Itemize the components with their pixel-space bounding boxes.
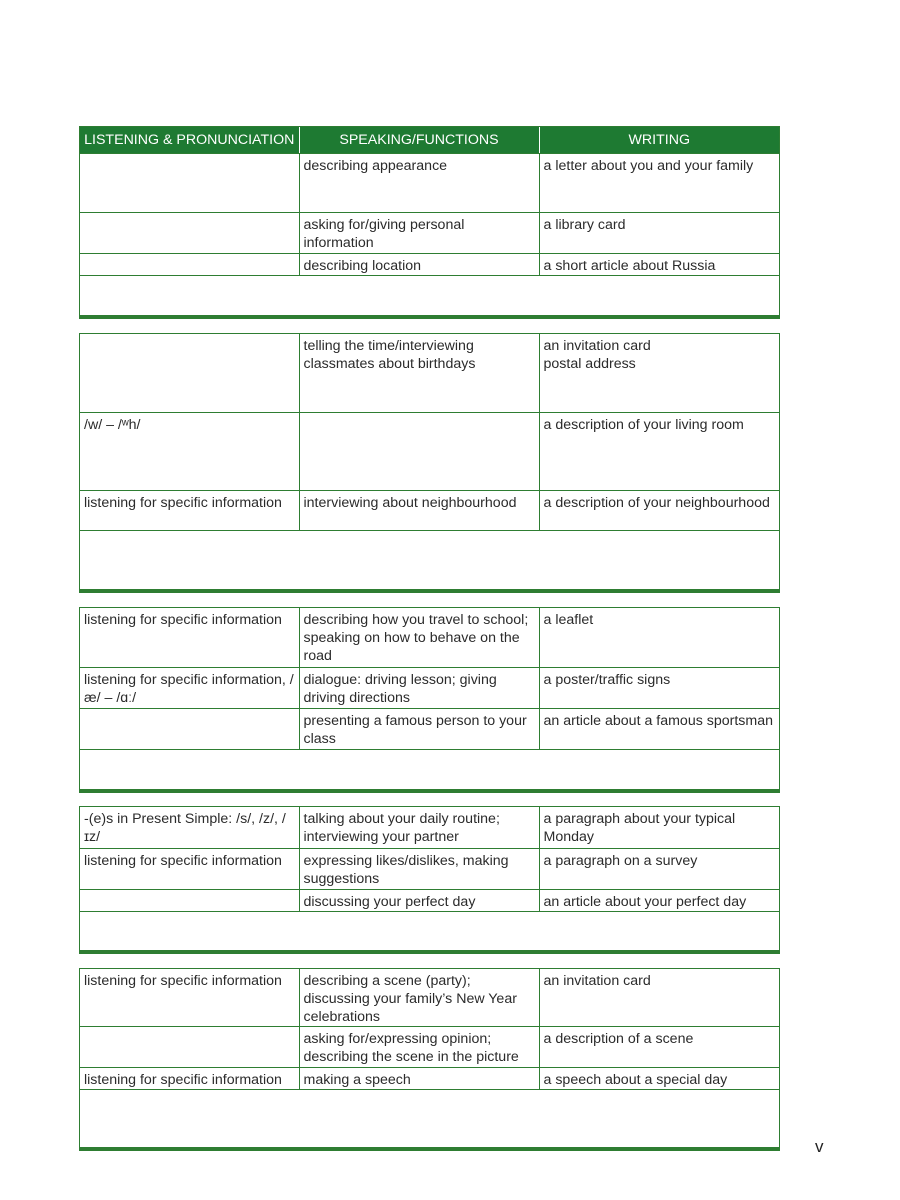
writing-cell: a paragraph about your typical Monday — [539, 807, 779, 848]
module-summary-row — [80, 276, 779, 316]
listening-cell — [80, 708, 299, 749]
listening-cell — [80, 213, 299, 254]
writing-cell: a short article about Russia — [539, 254, 779, 276]
speaking-cell: describing how you travel to school; speaking on how to behave on the road — [299, 608, 539, 667]
listening-cell: listening for specific information, /æ/ – /ɑː/ — [80, 667, 299, 708]
speaking-cell: presenting a famous person to your class — [299, 708, 539, 749]
listening-cell: listening for specific information — [80, 490, 299, 530]
speaking-cell: describing a scene (party); discussing your family’s New Year celebrations — [299, 969, 539, 1027]
module-summary-cell — [80, 911, 779, 950]
speaking-cell: describing location — [299, 254, 539, 276]
speaking-cell: interviewing about neighbourhood — [299, 490, 539, 530]
writing-cell: a letter about you and your family — [539, 154, 779, 213]
table-row — [80, 490, 779, 530]
module-summary-cell — [80, 749, 779, 789]
page-number: v — [815, 1137, 824, 1156]
speaking-cell: expressing likes/dislikes, making suggestions — [299, 848, 539, 889]
module-summary-row — [80, 749, 779, 789]
unit-table-3 — [79, 607, 780, 793]
writing-cell: a description of a scene — [539, 1027, 779, 1068]
table-row — [80, 667, 779, 708]
listening-cell: listening for specific information — [80, 969, 299, 1027]
table-row — [80, 1068, 779, 1090]
unit-table-1 — [79, 126, 780, 319]
writing-cell: an invitation card postal address — [539, 334, 779, 412]
writing-cell: a poster/traffic signs — [539, 667, 779, 708]
speaking-cell: asking for/giving personal information — [299, 213, 539, 254]
speaking-cell: describing appearance — [299, 154, 539, 213]
listening-cell: /w/ – /ʷh/ — [80, 412, 299, 490]
writing-cell: a leaflet — [539, 608, 779, 667]
table-row — [80, 213, 779, 254]
module-summary-cell — [80, 1090, 779, 1148]
unit-table-4 — [79, 806, 780, 954]
table-row — [80, 807, 779, 848]
speaking-cell: discussing your perfect day — [299, 889, 539, 911]
module-summary-row — [80, 1090, 779, 1148]
writing-cell: a description of your living room — [539, 412, 779, 490]
listening-cell: listening for specific information — [80, 608, 299, 667]
unit-table-5 — [79, 968, 780, 1151]
table-header-row — [80, 127, 779, 154]
table-row — [80, 889, 779, 911]
listening-cell — [80, 334, 299, 412]
writing-cell: an article about a famous sportsman — [539, 708, 779, 749]
writing-cell: a library card — [539, 213, 779, 254]
listening-cell — [80, 254, 299, 276]
writing-cell: an invitation card — [539, 969, 779, 1027]
table-row — [80, 1027, 779, 1068]
module-summary-cell — [80, 530, 779, 589]
table-row — [80, 848, 779, 889]
speaking-cell: telling the time/interviewing classmates about birthdays — [299, 334, 539, 412]
writing-cell: a speech about a special day — [539, 1068, 779, 1090]
writing-cell: a paragraph on a survey — [539, 848, 779, 889]
table-row — [80, 334, 779, 412]
writing-cell: a description of your neighbourhood — [539, 490, 779, 530]
listening-cell — [80, 889, 299, 911]
speaking-cell: asking for/expressing opinion; describing the scene in the picture — [299, 1027, 539, 1068]
table-row — [80, 708, 779, 749]
module-summary-row — [80, 530, 779, 589]
unit-table-2 — [79, 333, 780, 593]
listening-cell: -(e)s in Present Simple: /s/, /z/, /ɪz/ — [80, 807, 299, 848]
listening-cell — [80, 154, 299, 213]
table-row — [80, 254, 779, 276]
writing-cell: an article about your perfect day — [539, 889, 779, 911]
table-row — [80, 608, 779, 667]
speaking-cell: talking about your daily routine; interviewing your partner — [299, 807, 539, 848]
header-writing: WRITING — [539, 127, 779, 154]
header-listening-pronunciation: LISTENING & PRONUNCIATION — [80, 127, 299, 154]
listening-cell: listening for specific information — [80, 848, 299, 889]
header-speaking-functions: SPEAKING/FUNCTIONS — [299, 127, 539, 154]
table-row — [80, 969, 779, 1027]
module-summary-cell — [80, 276, 779, 316]
speaking-cell — [299, 412, 539, 490]
listening-cell: listening for specific information — [80, 1068, 299, 1090]
listening-cell — [80, 1027, 299, 1068]
table-row — [80, 154, 779, 213]
speaking-cell: dialogue: driving lesson; giving driving directions — [299, 667, 539, 708]
table-row — [80, 412, 779, 490]
speaking-cell: making a speech — [299, 1068, 539, 1090]
module-summary-row — [80, 911, 779, 950]
